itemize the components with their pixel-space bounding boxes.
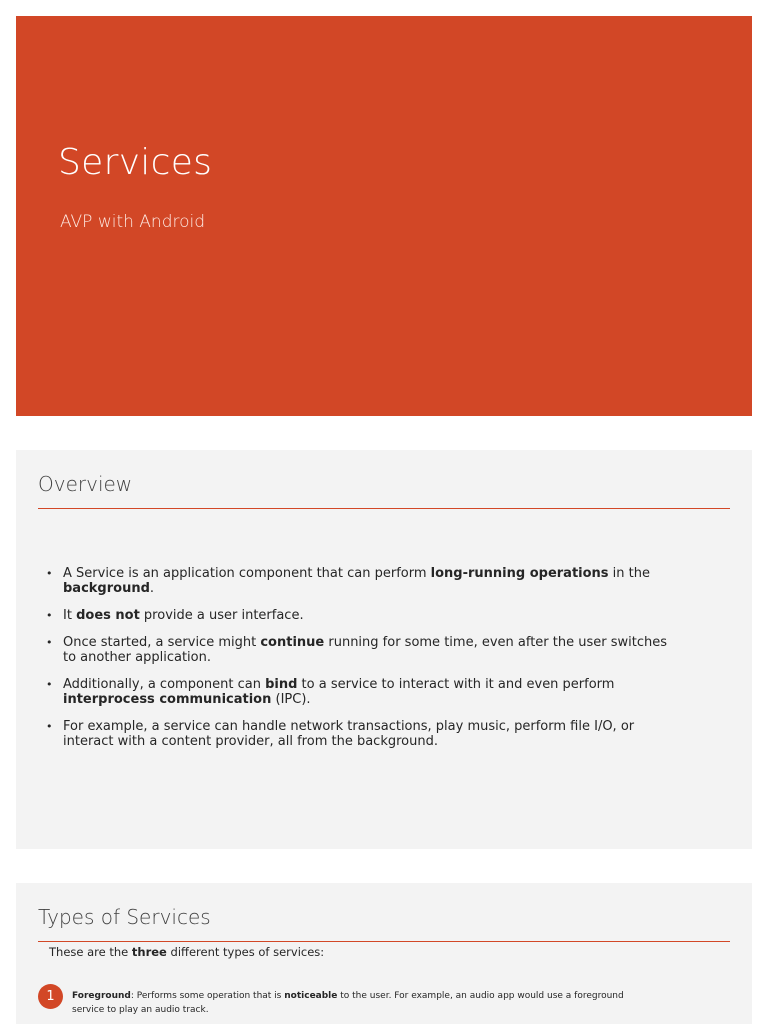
bullet-item	[46, 677, 676, 707]
bullet-text: A Service is an application component that can perform	[63, 566, 431, 581]
types-slide	[16, 883, 752, 1024]
intro-text: These are the	[49, 945, 132, 959]
bullet-text: .	[149, 581, 155, 596]
bullet-emphasis: background	[63, 581, 150, 596]
bullet-emphasis: interprocess communication	[63, 692, 272, 707]
bullet-item	[46, 608, 676, 623]
bullet-text: Once started, a service might	[63, 635, 261, 650]
type-number-badge: 1	[38, 984, 63, 1009]
title-slide	[16, 16, 752, 416]
bullet-text: in the	[608, 566, 650, 581]
bullet-item	[46, 719, 676, 749]
slide-title: Services	[58, 142, 213, 183]
type-desc-text: to the user. For example, an audio app would use a foreground service to play an audio track.	[72, 991, 624, 1015]
overview-bullet-list	[46, 566, 676, 761]
slide-subtitle: AVP with Android	[60, 212, 206, 232]
bullet-text: For example, a service can handle network transactions, play music, perform file I/O, or interact with a content provider, all from the background.	[63, 719, 635, 749]
types-heading: Types of Services	[38, 905, 211, 929]
bullet-text: to a service to interact with it and even perform	[297, 677, 615, 692]
intro-emphasis: three	[131, 945, 167, 959]
overview-heading: Overview	[38, 472, 133, 496]
bullet-emphasis: bind	[265, 677, 298, 692]
bullet-text: running for some time, even after the user switches to another application.	[63, 635, 668, 665]
type-term: Foreground	[72, 991, 131, 1001]
types-intro	[49, 945, 324, 959]
bullet-text: Additionally, a component can	[63, 677, 266, 692]
bullet-item	[46, 635, 676, 665]
heading-divider	[38, 508, 730, 509]
bullet-text: (IPC).	[271, 692, 311, 707]
bullet-item	[46, 566, 676, 596]
bullet-emphasis: continue	[260, 635, 325, 650]
overview-slide	[16, 450, 752, 849]
intro-text: different types of services:	[166, 945, 325, 959]
bullet-emphasis: does not	[76, 608, 140, 623]
bullet-emphasis: long-running operations	[430, 566, 609, 581]
type-description	[72, 989, 632, 1017]
bullet-text: provide a user interface.	[139, 608, 304, 623]
heading-divider	[38, 941, 730, 942]
bullet-text: It	[63, 608, 77, 623]
type-desc-text: : Performs some operation that is	[130, 991, 285, 1001]
type-desc-emphasis: noticeable	[284, 991, 338, 1001]
